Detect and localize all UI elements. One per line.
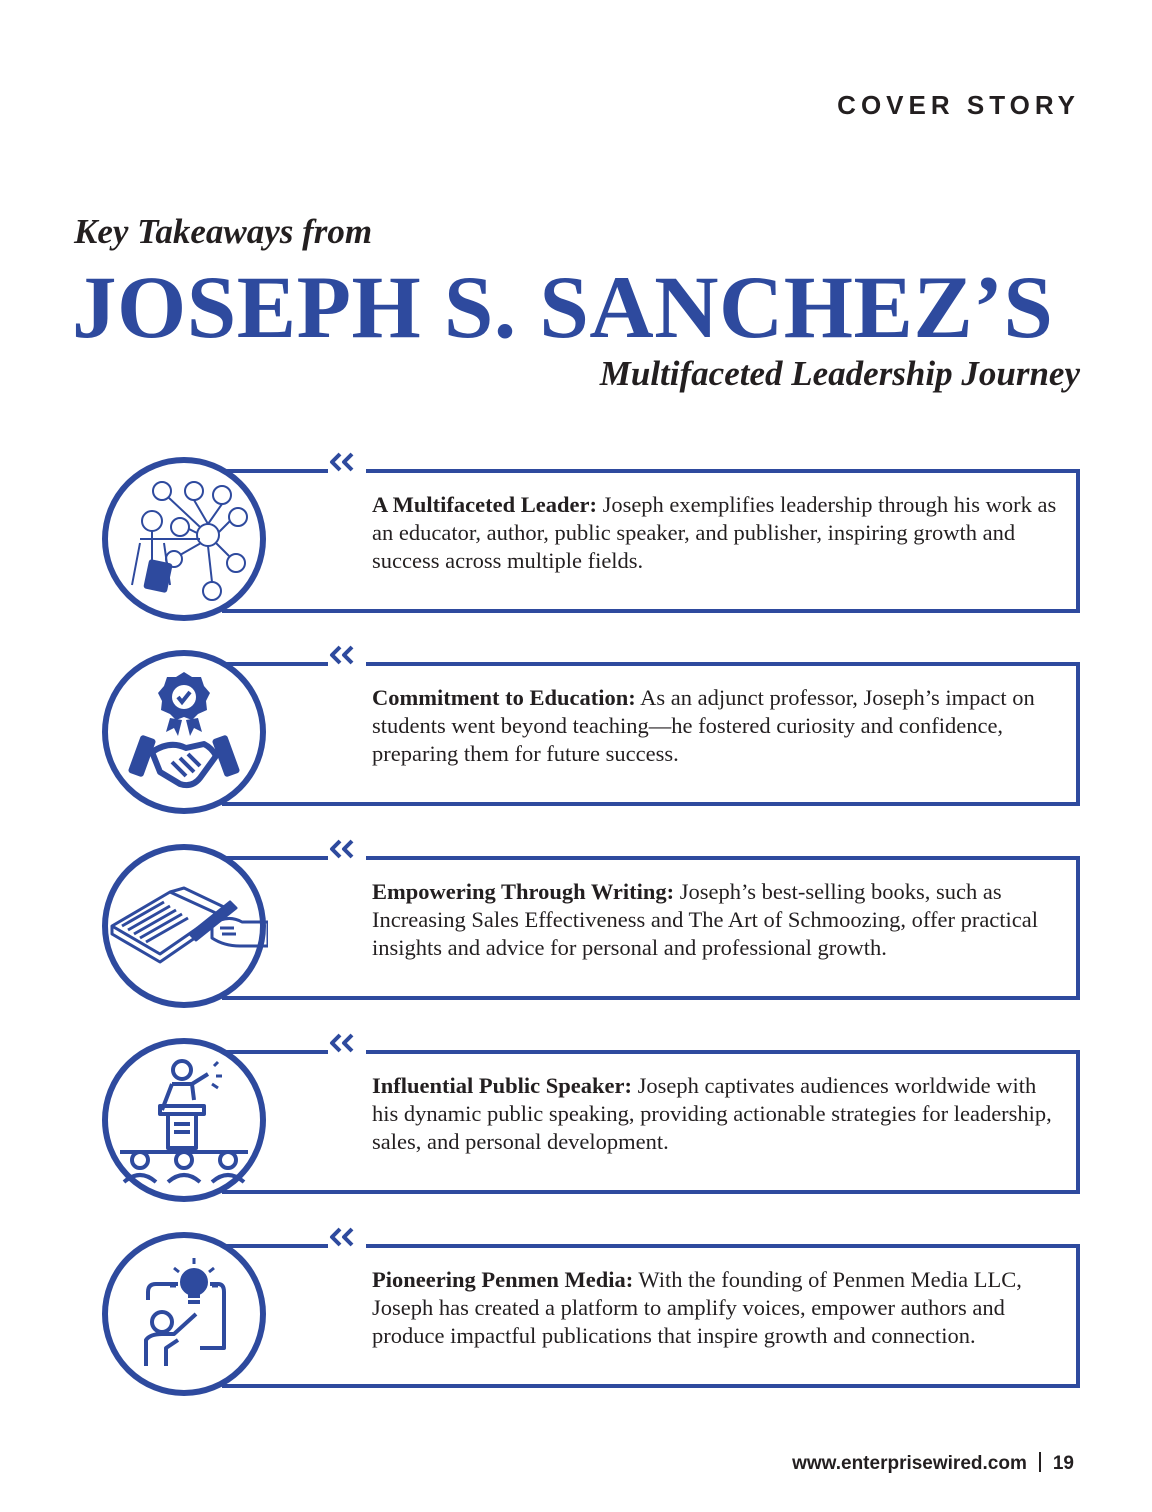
takeaway-item	[0, 1230, 1152, 1406]
takeaway-heading: Commitment to Education:	[372, 685, 636, 710]
takeaway-heading: Empowering Through Writing:	[372, 879, 675, 904]
double-chevron-left-icon	[328, 451, 366, 473]
takeaway-item	[0, 648, 1152, 824]
takeaway-text	[372, 684, 1062, 768]
page-title: JOSEPH S. SANCHEZ’S	[72, 259, 1054, 357]
double-chevron-left-icon	[328, 644, 366, 666]
page-number: 19	[1052, 1453, 1074, 1474]
takeaway-item	[0, 1036, 1152, 1212]
takeaway-item	[0, 455, 1152, 631]
double-chevron-left-icon	[328, 1226, 366, 1248]
takeaway-text	[372, 878, 1062, 962]
takeaway-body: Joseph’s best-selling books, such as Increasing Sales Effectiveness and The Art of Schmoozing, offer practical insights and advice for personal and professional growth.	[372, 879, 1039, 960]
writing-book-icon	[100, 842, 268, 1010]
takeaway-body: With the founding of Penmen Media LLC, Joseph has created a platform to amplify voices, empower authors and produce impactful publications that inspire growth and connection.	[372, 1267, 1022, 1348]
idea-presenter-icon	[100, 1230, 268, 1398]
website-link[interactable]: www.enterprisewired.com	[792, 1453, 1027, 1474]
takeaway-body: Joseph captivates audiences worldwide with his dynamic public speaking, providing actionable strategies for leadership, sales, and personal development.	[372, 1073, 1052, 1154]
takeaway-body: Joseph exemplifies leadership through his work as an educator, author, public speaker, and publisher, inspiring growth and success across multiple fields.	[372, 492, 1057, 573]
title-kicker: Key Takeaways from	[74, 212, 373, 251]
takeaway-text	[372, 491, 1062, 575]
handshake-badge-icon	[100, 648, 268, 816]
takeaway-body: As an adjunct professor, Joseph’s impact on students went beyond teaching—he fostered curiosity and confidence, preparing them for future success.	[372, 685, 1035, 766]
section-label: COVER STORY	[837, 90, 1080, 120]
page-footer	[792, 1452, 1074, 1475]
takeaway-heading: Influential Public Speaker:	[372, 1073, 633, 1098]
takeaway-heading: Pioneering Penmen Media:	[372, 1267, 634, 1292]
takeaway-item	[0, 842, 1152, 1018]
takeaway-text	[372, 1266, 1062, 1350]
title-subtitle: Multifaceted Leadership Journey	[599, 354, 1080, 393]
double-chevron-left-icon	[328, 838, 366, 860]
public-speaker-icon	[100, 1036, 268, 1204]
footer-divider	[1039, 1452, 1041, 1472]
takeaway-heading: A Multifaceted Leader:	[372, 492, 597, 517]
takeaway-text	[372, 1072, 1062, 1156]
double-chevron-left-icon	[328, 1032, 366, 1054]
network-presenter-icon	[100, 455, 268, 623]
